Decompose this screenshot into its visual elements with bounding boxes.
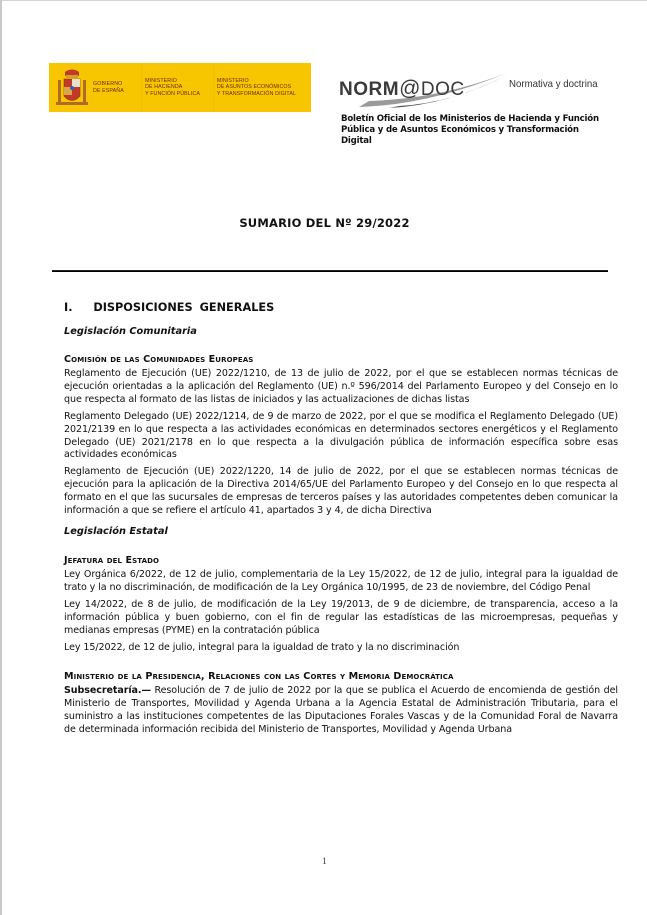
gov-line: DE ASUNTOS ECONÓMICOS	[216, 84, 292, 91]
summary-entry[interactable]: Reglamento de Ejecución (UE) 2022/1210, de 13 de julio de 2022, por el que se establecen normas técnicas de ejecución orientadas a la aplicación del Reglamento (UE) n.º 596/2014 del Parlamento Europeo y del Consejo en lo que respecta al formato de las listas de iniciados y las actualizaciones de dichas listas	[64, 368, 618, 405]
organism-heading: Jefatura del Estado	[64, 554, 160, 566]
section-number: I.	[64, 301, 73, 314]
entry-lead: Subsecretaría.—	[64, 685, 151, 697]
gov-line: DE ESPAÑA	[93, 87, 124, 94]
banner-divider	[141, 63, 142, 112]
gov-line: MINISTERIO	[145, 77, 178, 84]
normadoc-wordmark	[339, 77, 465, 101]
government-banner	[49, 63, 311, 112]
ministerio-asuntos-economicos-label	[217, 78, 311, 97]
document-body	[64, 301, 618, 741]
group-heading: Legislación Estatal	[64, 525, 168, 537]
summary-entry[interactable]	[64, 685, 618, 737]
summary-entry[interactable]: Ley 14/2022, de 8 de julio, de modificación de la Ley 19/2013, de 9 de diciembre, de transparencia, acceso a la información pública y buen gobierno, con el fin de regular las estadísticas de las microempresas, pequeñas y medianas empresas (PYME) en la contratación pública	[64, 598, 618, 636]
gobierno-de-espana-label	[93, 81, 138, 94]
document-title: SUMARIO DEL Nº 29/2022	[239, 216, 410, 230]
organism-heading: Comisión de las Comunidades Europeas	[64, 354, 254, 365]
organism-heading: Ministerio de la Presidencia, Relaciones con las Cortes y Memoria Democrática	[64, 671, 454, 683]
spacer	[64, 658, 618, 671]
logo-norm: NORM	[339, 79, 400, 100]
banner-divider	[213, 63, 214, 112]
entry-text: Resolución de 7 de julio de 2022 por la que se publica el Acuerdo de encomienda de gestión del Ministerio de Transportes, Movilidad y Agenda Urbana a la Agencia Estatal de Administración Tributaria, para el suministro a las instituciones competentes de las Diputaciones Forales Vascas y de la Comunidad Foral de Navarra de determinada información recibida del Ministerio de Transportes, Movilidad y Agenda Urbana	[64, 685, 618, 736]
gov-line: GOBIERNO	[93, 81, 123, 88]
normadoc-tagline: Normativa y doctrina	[509, 78, 598, 90]
gov-line: DE HACIENDA	[145, 84, 183, 91]
group-heading: Legislación Comunitaria	[64, 326, 197, 337]
summary-entry[interactable]: Ley Orgánica 6/2022, de 12 de julio, complementaria de la Ley 15/2022, de 12 de julio, integral para la igualdad de trato y la no discriminación, de modificación de la Ley Orgánica 10/1995, de 23 de noviembre, del Código Penal	[64, 568, 618, 593]
gov-line: Y TRANSFORMACIÓN DIGITAL	[216, 90, 297, 97]
page-number: 1	[322, 856, 327, 866]
bulletin-title: Boletín Oficial de los Ministerios de Hacienda y Función Pública y de Asuntos Económicos y Transformación Digital	[341, 114, 599, 146]
summary-entry[interactable]: Ley 15/2022, de 12 de julio, integral para la igualdad de trato y la no discriminación	[64, 641, 460, 653]
section-title: DISPOSICIONES GENERALES	[93, 301, 275, 314]
section-heading	[64, 301, 618, 314]
logo-doc: DOC	[420, 79, 465, 100]
normadoc-logo	[339, 67, 609, 112]
ministerio-hacienda-label	[145, 78, 210, 97]
gov-line: Y FUNCIÓN PÚBLICA	[145, 90, 200, 97]
title-divider	[52, 270, 608, 272]
coat-of-arms-icon	[55, 68, 89, 108]
logo-at: @	[399, 77, 421, 100]
gov-line: MINISTERIO	[216, 77, 249, 84]
summary-entry[interactable]: Reglamento Delegado (UE) 2022/1214, de 9 de marzo de 2022, por el que se modifica el Reglamento Delegado (UE) 2021/2139 en lo que respecta a las actividades económicas en determinados sectores energéticos y el Reglamento Delegado (UE) 2021/2178 en lo que respecta a la divulgación pública de información específica sobre esas actividades económicas	[64, 410, 618, 461]
summary-entry[interactable]: Reglamento de Ejecución (UE) 2022/1220, 14 de julio de 2022, por el que se establecen normas técnicas de ejecución para la aplicación de la Directiva 2014/65/UE del Parlamento Europeo y del Consejo en lo que respecta al formato en el que las sucursales de empresas de terceros países y las autoridades competentes deben comunicar la información a que se refiere el artículo 41, apartados 3 y 4, de dicha Directiva	[64, 466, 618, 517]
